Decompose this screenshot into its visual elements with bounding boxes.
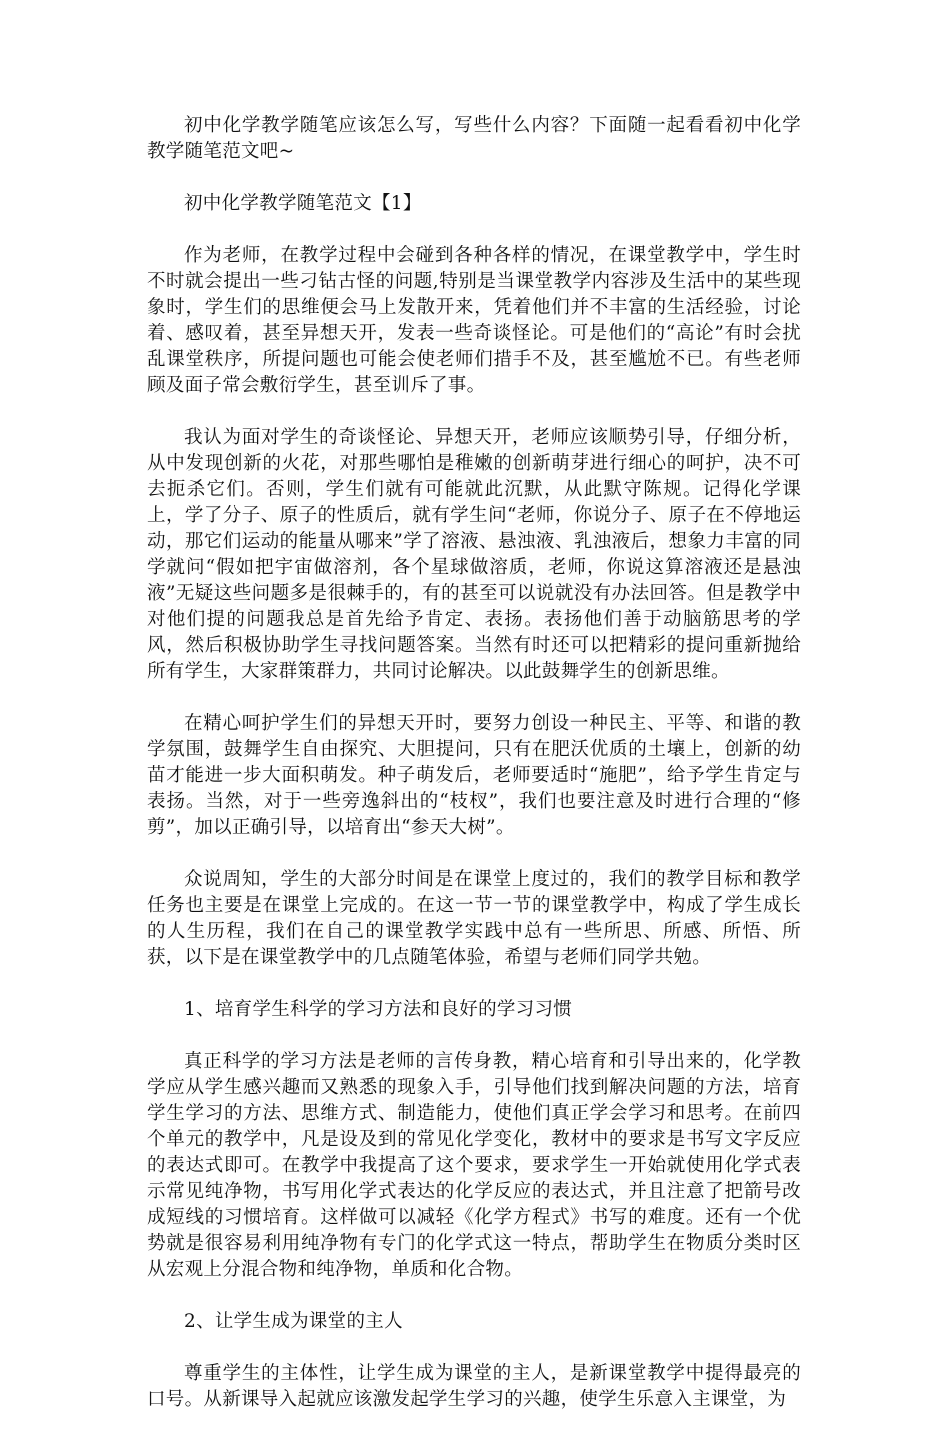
body-paragraph: 我认为面对学生的奇谈怪论、异想天开，老师应该顺势引导，仔细分析，从中发现创新的火花，对那些哪怕是稚嫩的创新萌芽进行细心的呵护，决不可去扼杀它们。否则，学生们就有可能就此沉默，从此默守陈规。记得化学课上，学了分子、原子的性质后，就有学生问“老师，你说分子、原子在不停地运动，那它们运动的能量从哪来”学了溶液、悬浊液、乳浊液后，想象力丰富的同学就问“假如把宇宙做溶剂，各个星球做溶质，老师，你说这算溶液还是悬浊液”无疑这些问题多是很棘手的，有的甚至可以说就没有办法回答。但是教学中对他们提的问题我总是首先给予肯定、表扬。表扬他们善于动脑筋思考的学风，然后积极协助学生寻找问题答案。当然有时还可以把精彩的提问重新抛给所有学生，大家群策群力，共同讨论解决。以此鼓舞学生的创新思维。 [147, 427, 801, 682]
document-body [147, 113, 801, 1439]
subheading: 2、让学生成为课堂的主人 [184, 1311, 403, 1332]
body-paragraph: 真正科学的学习方法是老师的言传身教，精心培育和引导出来的，化学教学应从学生感兴趣而又熟悉的现象入手，引导他们找到解决问题的方法，培育学生学习的方法、思维方式、制造能力，使他们真正学会学习和思考。在前四个单元的教学中，凡是设及到的常见化学变化，教材中的要求是书写文字反应的表达式即可。在教学中我提高了这个要求，要求学生一开始就使用化学式表示常见纯净物，书写用化学式表达的化学反应的表达式，并且注意了把箭号改成短线的习惯培育。这样做可以减轻《化学方程式》书写的难度。还有一个优势就是很容易利用纯净物有专门的化学式这一特点，帮助学生在物质分类时区从宏观上分混合物和纯净物，单质和化合物。 [147, 1051, 801, 1280]
body-paragraph: 在精心呵护学生们的异想天开时，要努力创设一种民主、平等、和谐的教学氛围，鼓舞学生自由探究、大胆提问，只有在肥沃优质的土壤上，创新的幼苗才能进一步大面积萌发。种子萌发后，老师要适时“施肥”，给予学生肯定与表扬。当然，对于一些旁逸斜出的“枝杈”，我们也要注意及时进行合理的“修剪”，加以正确引导，以培育出“参天大树”。 [147, 713, 801, 838]
intro-paragraph: 初中化学教学随笔应该怎么写，写些什么内容？下面随一起看看初中化学教学随笔范文吧~ [147, 115, 801, 162]
body-paragraph: 尊重学生的主体性，让学生成为课堂的主人，是新课堂教学中提得最亮的口号。从新课导入起就应该激发起学生学习的兴趣，使学生乐意入主课堂，为 [147, 1363, 801, 1410]
section-title: 初中化学教学随笔范文【1】 [184, 193, 422, 214]
body-paragraph: 众说周知，学生的大部分时间是在课堂上度过的，我们的教学目标和教学任务也主要是在课堂上完成的。在这一节一节的课堂教学中，构成了学生成长的人生历程，我们在自己的课堂教学实践中总有一些所思、所感、所悟、所获，以下是在课堂教学中的几点随笔体验，希望与老师们同学共勉。 [147, 869, 801, 968]
body-paragraph: 作为老师，在教学过程中会碰到各种各样的情况，在课堂教学中，学生时不时就会提出一些刁钻古怪的问题,特别是当课堂教学内容涉及生活中的某些现象时，学生们的思维便会马上发散开来，凭着他们并不丰富的生活经验，讨论着、感叹着，甚至异想天开，发表一些奇谈怪论。可是他们的“高论”有时会扰乱课堂秩序，所提问题也可能会使老师们措手不及，甚至尴尬不已。有些老师顾及面子常会敷衍学生，甚至训斥了事。 [147, 245, 801, 396]
subheading: 1、培育学生科学的学习方法和良好的学习习惯 [184, 999, 573, 1020]
